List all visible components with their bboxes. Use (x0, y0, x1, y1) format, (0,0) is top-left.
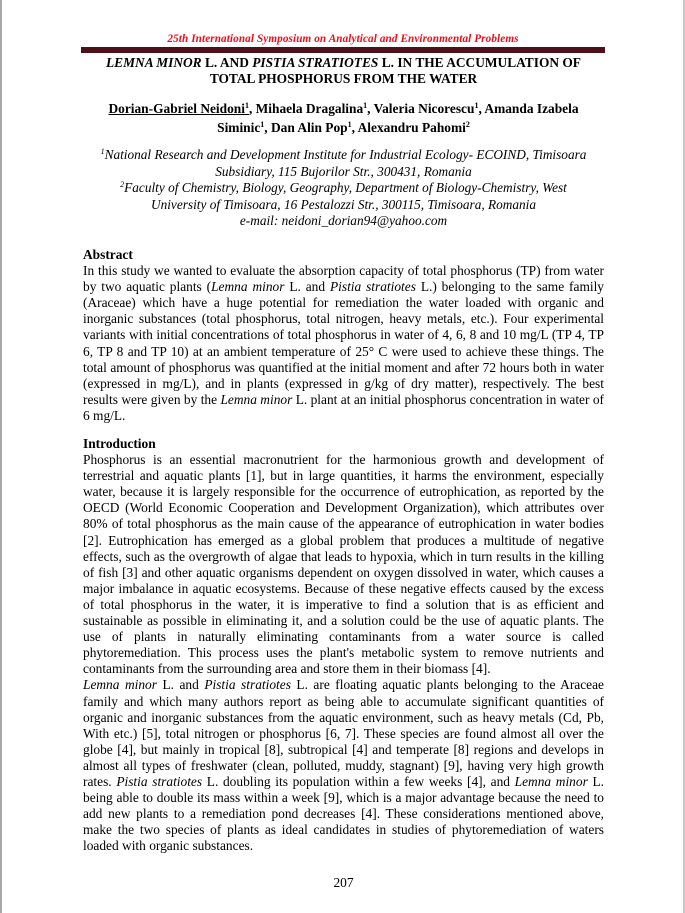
title-line-1 (83, 55, 604, 71)
abstract-section (83, 247, 604, 424)
abstract-text (83, 263, 604, 424)
affiliation-mark: 1 (100, 147, 105, 156)
page-number: 207 (333, 875, 354, 890)
abstract-heading: Abstract (83, 247, 133, 262)
affiliation-1-cont: Subsidiary, 115 Bujorilor Str., 300431, Romania (215, 163, 472, 179)
species-name: Pistia stratiotes (204, 677, 291, 693)
author-name: Mihaela Dragalina (255, 101, 364, 116)
author-list (83, 99, 604, 137)
author-presenting (108, 101, 249, 116)
title-line-2: TOTAL PHOSPHORUS FROM THE WATER (209, 71, 478, 86)
author-affiliation-mark: 1 (244, 101, 249, 110)
introduction-paragraph-1: Phosphorus is an essential macronutrient for the harmonious growth and development of terrestrial and aquatic plants [1], but in large quantities, it harms the environment, especially water, because it is largely responsible for the occurrence of eutrophication, as reported by the OECD (World Economic Cooperation and Development Organization), which attributes over 80% of total phosphorus as the main cause of the appearance of eutrophication in water bodies [2]. Eutrophication has emerged as a global problem that produces a multitude of negative effects, such as the overgrowth of algae that leads to hypoxia, which in turn results in the killing of fish [3] and other aquatic organisms dependent on oxygen dissolved in water, which causes a major imbalance in aquatic ecosystems. Because of these negative effects caused by the excess of total phosphorus in the water, it is imperative to find a solution that is as efficient and sustainable as possible in eliminating it, and a solution could be the use of aquatic plants. The use of plants in naturally eliminating contaminants from a water source is called phytoremediation. This process uses the plant's metabolic system to remove nutrients and contaminants from the surrounding area and store them in their biomass [4]. (83, 452, 604, 677)
abstract-span: L.) belonging to the same family (Araceae) which have a huge potential for remediation the water loaded with organic and inorganic substances (total phosphorus, total nitrogen, heavy metals, etc.). Four experimental variants with initial concentrations of total phosphorus in water of 4, 6, 8 and 10 mg/L (TP 4, TP 6, TP 8 and TP 10) at an ambient temperature of 25° C were used to achieve these things. The total amount of phosphorus was quantified at the initial moment and after 72 hours both in water (expressed in mg/L), and in plants (expressed in g/kg of dry matter), respectively. The best results were given by the (83, 279, 605, 407)
title-species-2: PISTIA STRATIOTES (252, 55, 379, 70)
author-name: Valeria Nicorescu (373, 101, 475, 116)
author-affiliation-mark: 1 (363, 101, 368, 110)
author-affiliation-mark: 1 (347, 120, 352, 129)
author-separator: , (367, 101, 374, 116)
author-line-2 (83, 118, 604, 137)
author-affiliation-mark: 1 (474, 101, 479, 110)
author-separator: , (351, 120, 358, 135)
intro-span: L. doubling its population within a few weeks [4], and (202, 773, 515, 789)
author-name: Siminic (217, 120, 261, 135)
species-name: Lemna minor (220, 391, 293, 407)
introduction-paragraph-2 (83, 677, 604, 854)
author-name: Dorian-Gabriel Neidoni (108, 101, 245, 116)
author-affiliation-mark: 1 (260, 120, 265, 129)
affiliation-mark: 2 (120, 180, 125, 190)
author-separator: , (248, 101, 256, 116)
abstract-span: In this study we wanted to evaluate the absorption capacity of total phosphorus (TP) from water by two aquatic plants ( (83, 263, 604, 295)
affiliation-text: National Research and Development Institute for Industrial Ecology- ECOIND, Timisoara (104, 147, 587, 162)
author-separator: , (264, 120, 271, 135)
affiliation-2-cont: University of Timisoara, 16 Pestalozzi Str., 300115, Timisoara, Romania (150, 196, 537, 212)
affiliation-text: Faculty of Chemistry, Biology, Geography, Department of Biology-Chemistry, West (124, 180, 567, 196)
species-name: Lemna minor (211, 279, 285, 295)
author-affiliation-mark: 2 (465, 120, 470, 129)
species-name: Pistia stratiotes (116, 773, 203, 789)
species-name: Lemna minor (514, 773, 588, 789)
page-edge-left (0, 0, 2, 913)
intro-span: L. are floating aquatic plants belonging to the Araceae family and which many authors report as being able to accumulate significant quantities of organic and inorganic substances from the aquatic environment, such as heavy metals (Cd, Pb, With etc.) [5], total nitrogen or phosphorus [6, 7]. These species are found almost all over the globe [4], but mainly in tropical [8], subtropical [4] and temperate [8] regions and develops in almost all types of freshwater (clean, polluted, muddy, stagnant) [9], having very high growth rates. (83, 677, 604, 789)
paper-title (83, 55, 604, 87)
author-name: Dan Alin Pop (270, 120, 348, 135)
header-rule (81, 47, 605, 53)
abstract-span: L. and (284, 279, 330, 295)
author-name: Amanda Izabela (484, 101, 579, 116)
species-name: Pistia stratiotes (329, 279, 416, 295)
author-line-1 (83, 99, 604, 118)
affiliations (83, 147, 604, 230)
conference-header: 25th International Symposium on Analytical and Environmental Problems (167, 33, 519, 45)
species-name: Lemna minor (83, 677, 157, 693)
title-species-1: LEMNA MINOR (106, 55, 202, 70)
introduction-section (83, 436, 604, 854)
intro-span: L. being able to double its mass within a week [9], which is a major advantage because the need to add new plants to a remediation pond decreases [4]. These considerations mentioned above, make the two species of plants as ideal candidates in studies of phytoremediation of waters loaded with organic substances. (83, 773, 604, 854)
intro-span: L. and (156, 677, 205, 693)
abstract-span: L. plant at an initial phosphorus concentration in water of 6 mg/L. (83, 391, 605, 423)
contact-email[interactable]: e-mail: neidoni_dorian94@yahoo.com (239, 213, 448, 229)
title-text-1: L. AND (201, 55, 253, 70)
author-name: Alexandru Pahomi (357, 120, 466, 135)
introduction-heading: Introduction (83, 436, 156, 451)
affiliation-1 (83, 147, 604, 164)
author-separator: , (478, 101, 485, 116)
affiliation-2 (83, 180, 604, 197)
title-text-2: L. IN THE ACCUMULATION OF (378, 55, 581, 70)
